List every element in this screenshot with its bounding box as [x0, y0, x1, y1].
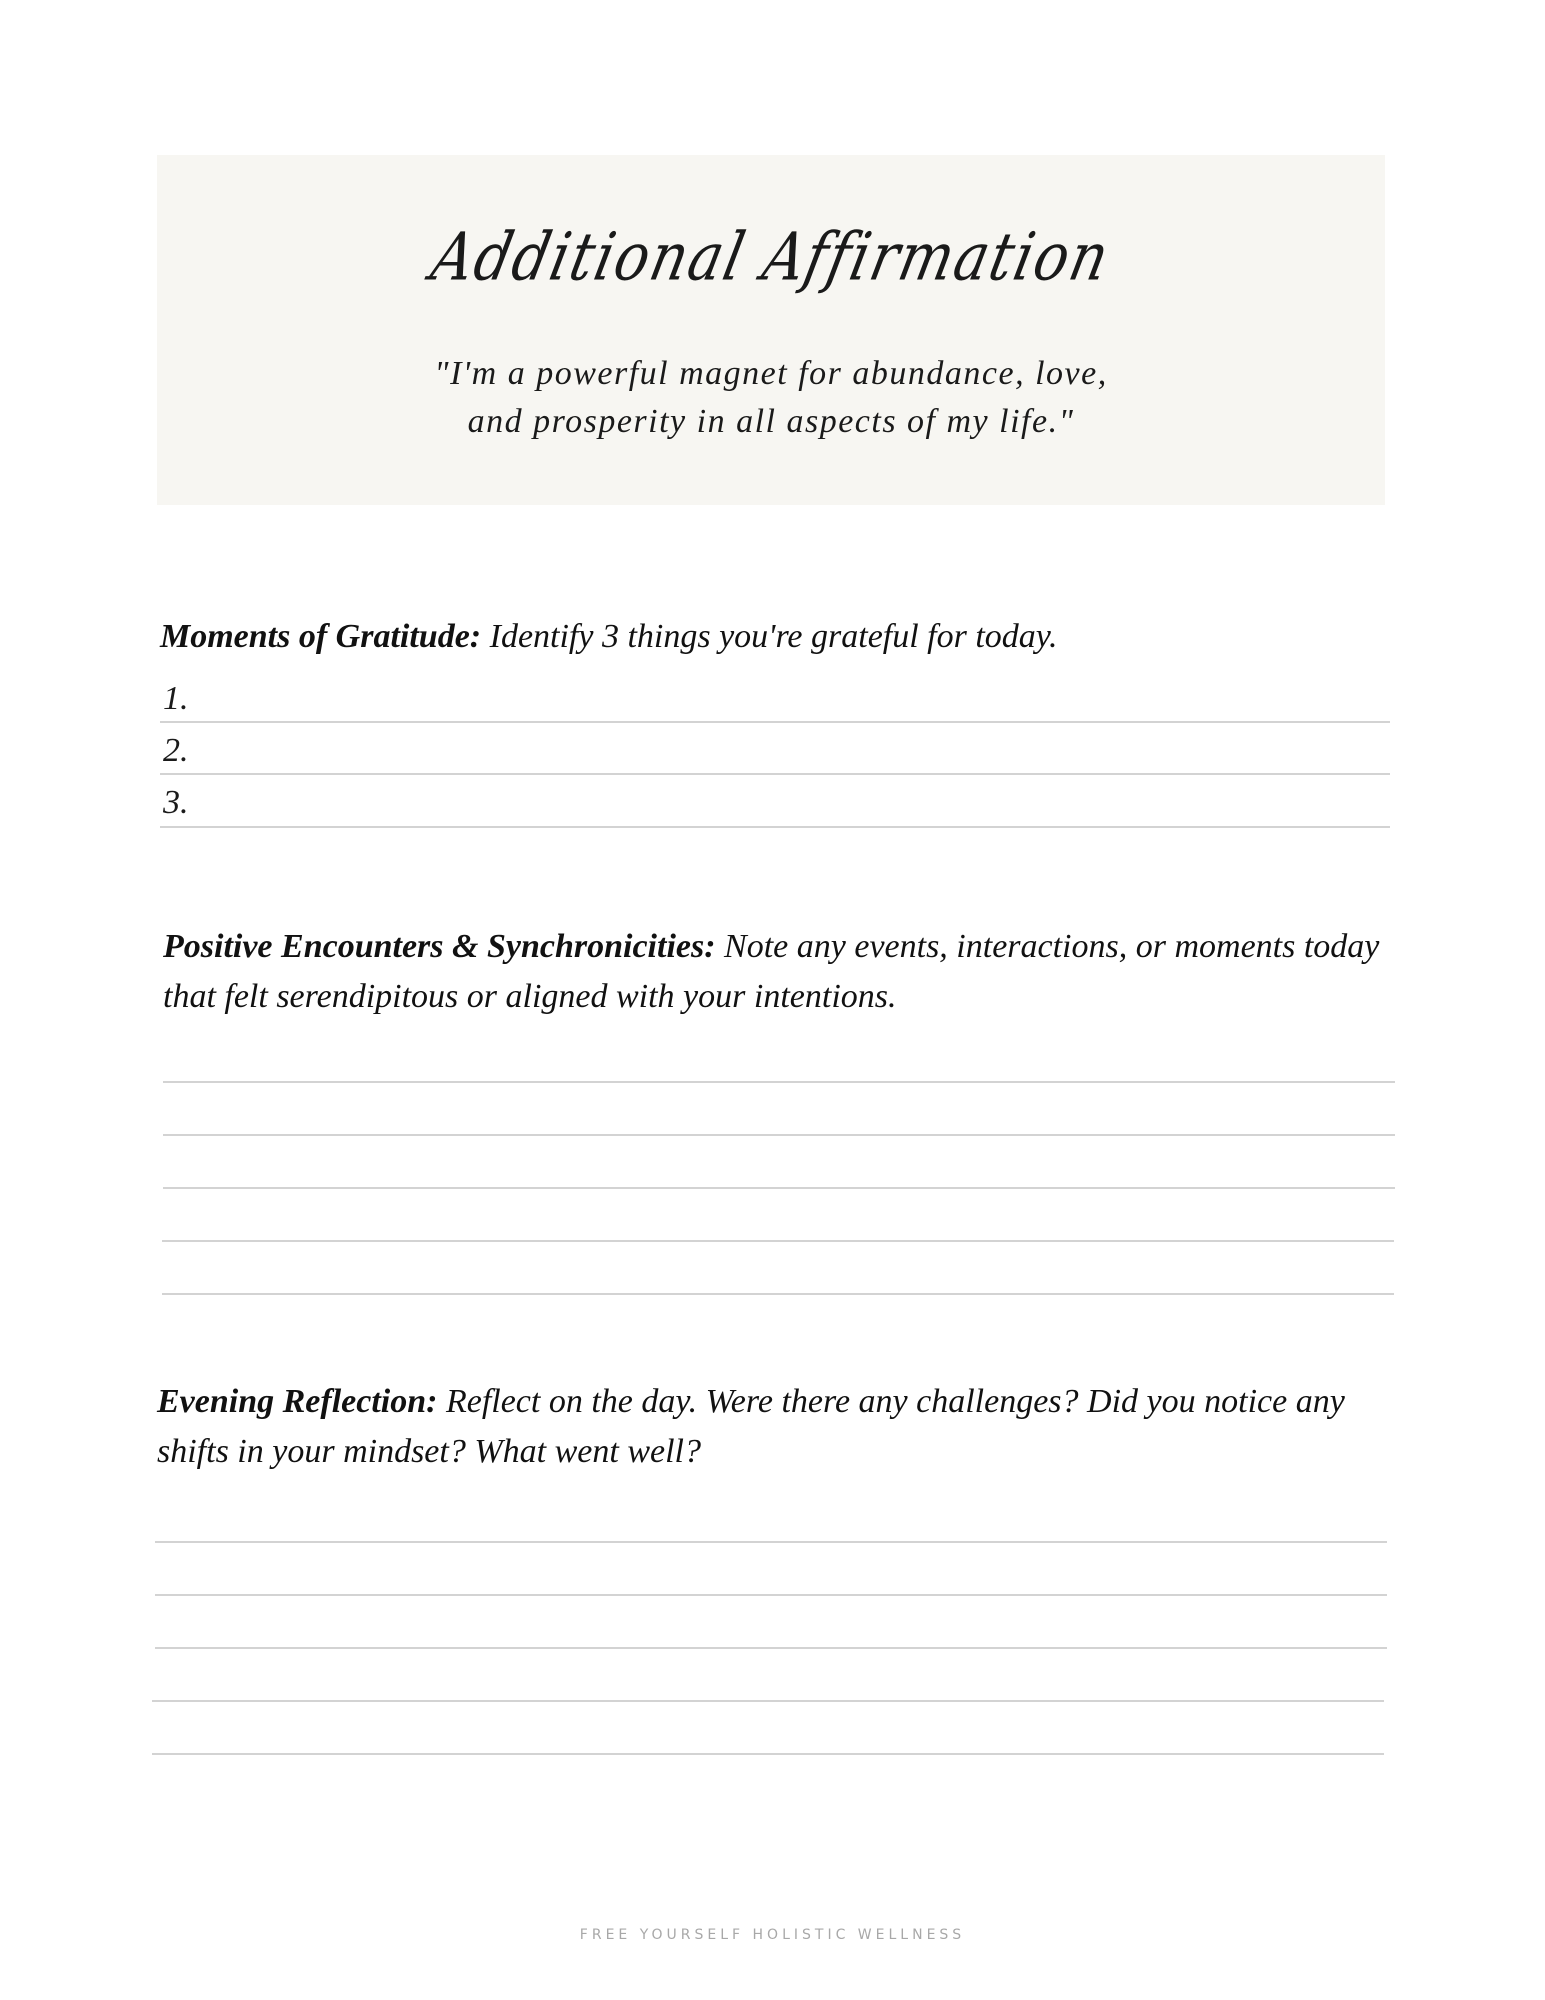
footer-brand: FREE YOURSELF HOLISTIC WELLNESS — [579, 1927, 966, 1943]
encounters-prompt — [163, 922, 1393, 1022]
gratitude-label: Moments of Gratitude: — [160, 618, 482, 655]
reflection-prompt — [157, 1377, 1387, 1477]
reflection-line-3[interactable] — [155, 1647, 1387, 1649]
encounters-line-5[interactable] — [162, 1293, 1394, 1295]
affirmation-box — [157, 155, 1385, 505]
gratitude-prompt — [160, 612, 1390, 662]
gratitude-text: Identify 3 things you're grateful for today. — [481, 618, 1058, 655]
reflection-line-5[interactable] — [152, 1753, 1384, 1755]
gratitude-line-3[interactable] — [160, 826, 1390, 828]
encounters-label: Positive Encounters & Synchronicities: — [163, 928, 716, 965]
gratitude-number-1: 1. — [163, 680, 189, 717]
reflection-text: Reflect on the day. Were there any challenges? Did you notice any shifts in your mindset? What went well? — [157, 1383, 1345, 1470]
encounters-line-3[interactable] — [163, 1187, 1395, 1189]
encounters-line-1[interactable] — [163, 1081, 1395, 1083]
encounters-line-4[interactable] — [162, 1240, 1394, 1242]
gratitude-line-2[interactable] — [160, 773, 1390, 775]
reflection-line-4[interactable] — [152, 1700, 1384, 1702]
gratitude-line-1[interactable] — [160, 721, 1390, 723]
affirmation-quote-line-1: "I'm a powerful magnet for abundance, love, — [434, 355, 1108, 392]
reflection-line-2[interactable] — [155, 1594, 1387, 1596]
reflection-label: Evening Reflection: — [157, 1383, 438, 1420]
gratitude-number-3: 3. — [163, 784, 189, 821]
affirmation-quote-line-2: and prosperity in all aspects of my life." — [467, 403, 1075, 440]
encounters-line-2[interactable] — [163, 1134, 1395, 1136]
gratitude-number-2: 2. — [163, 732, 189, 769]
affirmation-title: Additional Affirmation — [425, 219, 1117, 296]
affirmation-quote — [157, 350, 1385, 446]
reflection-line-1[interactable] — [155, 1541, 1387, 1543]
encounters-text: Note any events, interactions, or moments today that felt serendipitous or aligned with your intentions. — [163, 928, 1380, 1015]
